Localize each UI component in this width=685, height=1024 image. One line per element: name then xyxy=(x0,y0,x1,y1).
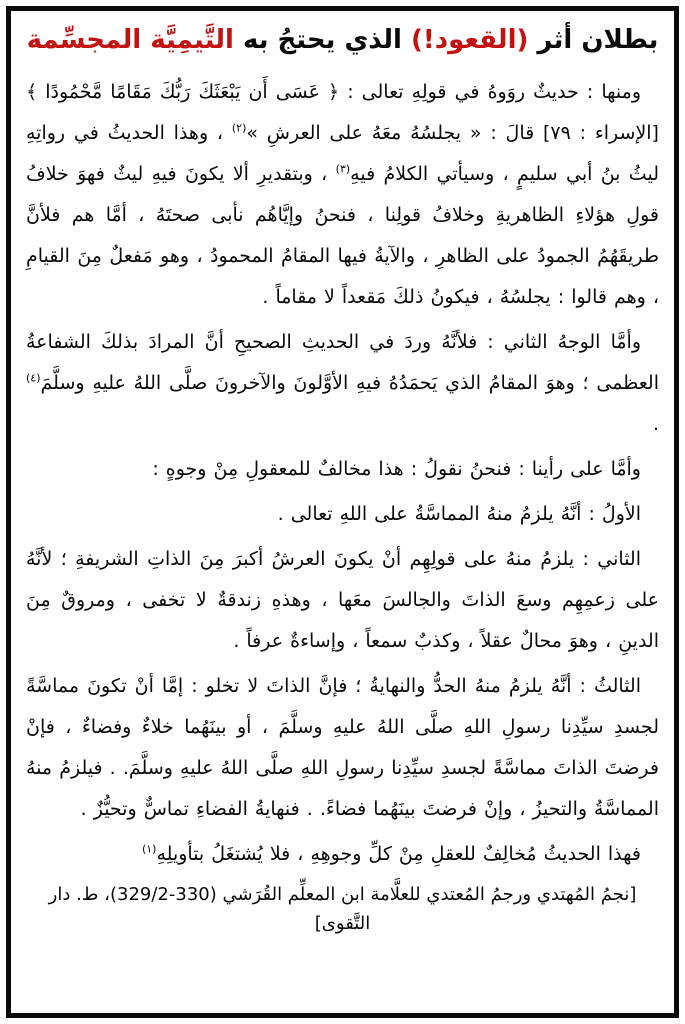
paragraph-text: الثالثُ : أنَّهُ يلزمُ منهُ الحدُّ والنهايةُ ؛ فإنَّ الذاتَ لا تخلو : إمَّا أنْ تكونَ مماسَّةً لجسدِ سيِّدِنا رسولِ اللهِ صلَّى اللهُ عليهِ وسلَّمَ ، أو بينَهُما خلاءٌ وفضاءٌ ، فإنْ فرضتَ الذاتَ مماسَّةً لجسدِ سيِّدِنا رسولِ اللهِ صلَّى اللهُ عليهِ وسلَّمَ. . فيلزمُ منهُ المماسَّةُ والتحيزُ ، وإنْ فرضتَ بينَهُما فضاءً. . فنهايةُ الفضاءِ تماسٌّ وتحيُّزٌ . xyxy=(26,675,659,820)
footnote-marker: (٤) xyxy=(26,371,41,385)
paragraph-text: وأمَّا الوجهُ الثاني : فلأنَّهُ وردَ في الحديثِ الصحيحِ أنَّ المرادَ بذلكَ الشفاعةُ العظمى ؛ وهوَ المقامُ الذي يَحمَدُهُ فيهِ الأوَّلونَ والآخرونَ صلَّى اللهُ عليهِ وسلَّمَ xyxy=(26,331,659,394)
paragraph-point-three xyxy=(26,666,659,830)
paragraph-text: الأولُ : أنَّهُ يلزمُ منهُ المماسَّةُ على اللهِ تعالى . xyxy=(277,503,641,525)
paragraph-second-aspect xyxy=(26,322,659,445)
paragraph-text: الثاني : يلزمُ منهُ على قولِهِم أنْ يكونَ العرشُ أكبرَ مِنَ الذاتِ الشريفةِ ؛ لأنَّهُ على زعمِهِم وسعَ الذاتَ والجالسَ معَها ، وهذهِ زندقةٌ لا تخفى ، ومروقٌ مِنَ الدينِ ، وهوَ محالٌ عقلاً ، وكذبٌ سمعاً ، وإساءةٌ عرفاً . xyxy=(26,548,659,652)
paragraph-text: ، وبتقديرِ ألا يكونَ فيهِ ليثٌ فهوَ خلافُ قولِ هؤلاءِ الظاهريةِ وخلافُ قولِنا ، فنحنُ وإيَّاهُم نأبى صحتَهُ ، أمَّا هم فلأنَّ طريقَهُمُ الجمودُ على الظاهرِ ، والآيةُ فيها المقامُ المحمودُ ، وهو مَفعلٌ مِنَ القيامِ ، وهم قالوا : يجلسُهُ ، فيكونُ ذلكَ مَقعداً لا مقاماً . xyxy=(26,163,659,308)
footnote-marker: (٣) xyxy=(335,162,351,176)
page-title xyxy=(26,21,659,60)
paragraph-our-view xyxy=(26,449,659,490)
paragraph-point-two xyxy=(26,539,659,662)
paragraph-text: وأمَّا على رأينا : فنحنُ نقولُ : هذا مخالفٌ للمعقولِ مِنْ وجوهٍ : xyxy=(152,458,641,480)
paragraph-hadith-intro xyxy=(26,72,659,318)
footnote-marker: (١) xyxy=(141,842,157,856)
body-text xyxy=(26,72,659,875)
document-page xyxy=(6,6,679,1018)
title-segment-red: (القعود!) xyxy=(411,25,529,55)
paragraph-text: ، وهذا الحديثُ في رواتِهِ ليثُ بنُ أبي سليمٍ ، وسيأتي الكلامُ فيهِ xyxy=(26,122,659,185)
paragraph-text: ومنها : حديثٌ روَوهُ في قولِهِ تعالى : ﴿ عَسَى أَن يَبْعَثَكَ رَبُّكَ مَقَامًا مَّحْمُودًا ﴾ [الإسراء : ٧٩] قالَ : « يجلسُهُ معَهُ على العرشِ » xyxy=(26,81,659,144)
paragraph-point-one xyxy=(26,494,659,535)
footnote-marker: (٢) xyxy=(231,121,247,135)
paragraph-text: . xyxy=(652,413,659,435)
title-segment-red: التَّيمِيَّة المجسِّمة xyxy=(26,25,234,55)
source-citation: [نجمُ المُهتدي ورجمُ المُعتدي للعلَّامة ابن المعلِّم القُرَشي (330-329/2)، ط. دار التَّقوى] xyxy=(48,884,637,934)
paragraph-text: فهذا الحديثُ مُخالِفٌ للعقلِ مِنْ كلِّ وجوهِهِ ، فلا يُشتغَلُ بتأويلِهِ xyxy=(156,843,641,865)
title-segment-black: الذي يحتجُ به xyxy=(233,25,412,55)
title-segment-black: بطلان أثر xyxy=(528,25,659,55)
paragraph-conclusion xyxy=(26,834,659,875)
